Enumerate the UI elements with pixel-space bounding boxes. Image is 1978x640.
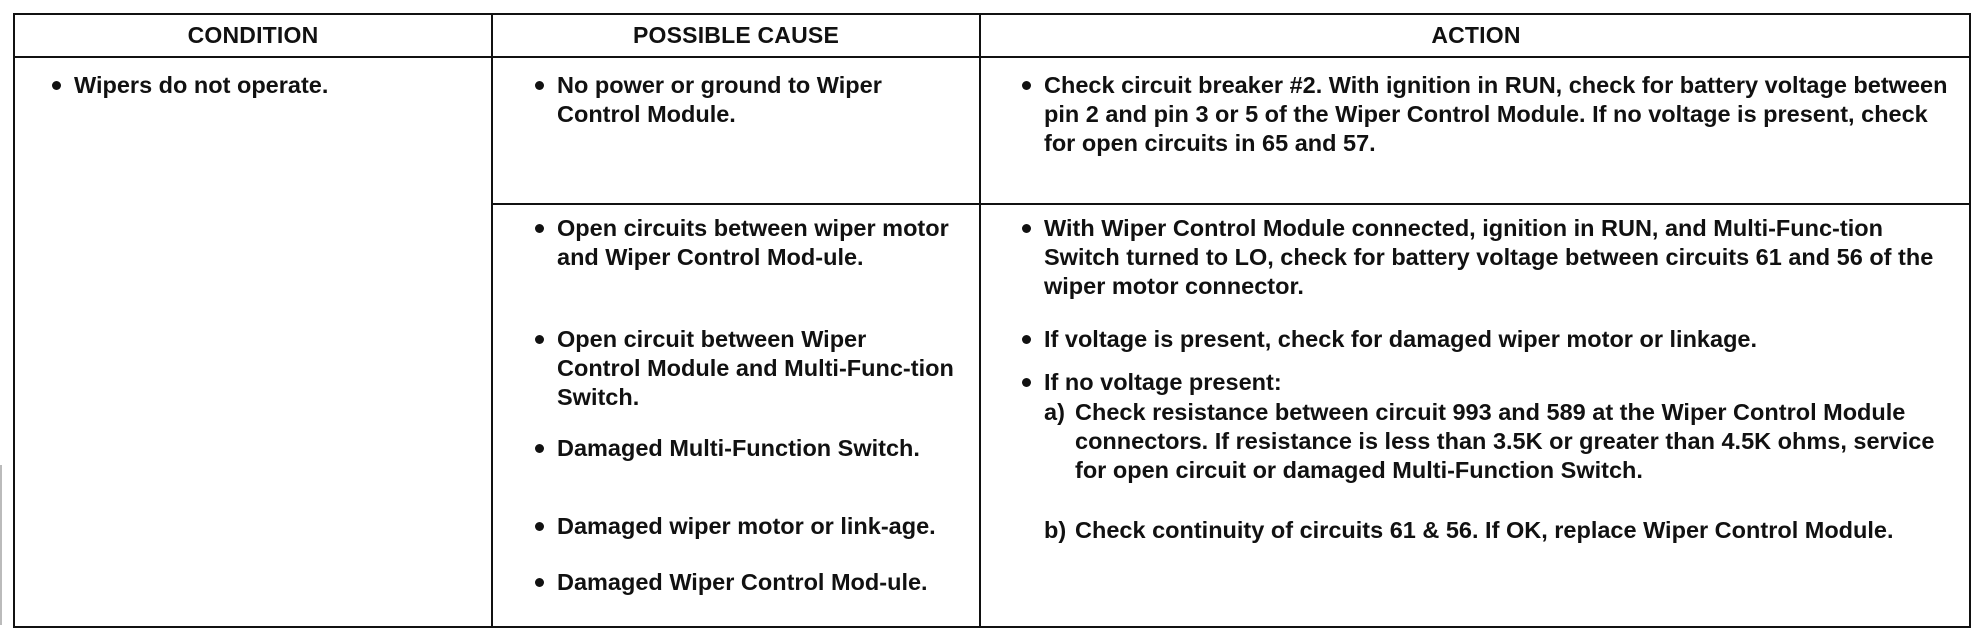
sub-action-text: Check continuity of circuits 61 & 56. If OK, replace Wiper Control Module. (1075, 517, 1894, 543)
sub-action-item (1044, 398, 1964, 485)
action-text: If no voltage present: (1044, 369, 1282, 395)
column-divider-1 (491, 13, 493, 628)
bullet-icon (1022, 81, 1031, 90)
header-condition: CONDITION (187, 22, 319, 48)
cause-item (535, 214, 955, 272)
bullet-icon (52, 81, 61, 90)
cause-text: Damaged Wiper Control Mod-ule. (557, 569, 928, 595)
cause-text: Open circuit between Wiper Control Module and Multi-Func-tion Switch. (557, 326, 954, 410)
bullet-icon (1022, 378, 1031, 387)
condition-item (52, 71, 472, 100)
column-divider-2 (979, 13, 981, 628)
condition-text: Wipers do not operate. (74, 72, 329, 98)
sub-action-item (1044, 516, 1964, 545)
cause-text: Damaged Multi-Function Switch. (557, 435, 920, 461)
action-item (1022, 214, 1962, 301)
row-divider (492, 203, 1971, 205)
bullet-icon (1022, 224, 1031, 233)
cause-text: Damaged wiper motor or link-age. (557, 513, 936, 539)
bullet-icon (535, 224, 544, 233)
header-possible-cause: POSSIBLE CAUSE (632, 22, 839, 48)
bullet-icon (535, 444, 544, 453)
header-action: ACTION (1431, 22, 1521, 48)
bullet-icon (535, 578, 544, 587)
cause-text: No power or ground to Wiper Control Module. (557, 72, 882, 127)
cause-item (535, 434, 955, 463)
cause-item (535, 512, 955, 541)
cause-item (535, 71, 955, 129)
bullet-icon (535, 522, 544, 531)
header-divider (13, 56, 1971, 58)
sub-action-text: Check resistance between circuit 993 and 589 at the Wiper Control Module connectors. If resistance is less than 3.5K or greater than 4.5K ohms, service for open circuit or damaged Multi-Function Switch. (1075, 399, 1935, 483)
bullet-icon (1022, 335, 1031, 344)
bullet-icon (535, 81, 544, 90)
cause-item (535, 568, 955, 597)
action-item (1022, 325, 1962, 354)
action-text: Check circuit breaker #2. With ignition in RUN, check for battery voltage between pin 2 and pin 3 or 5 of the Wiper Control Module. If no voltage is present, check for open circuits in 65 and 57. (1044, 72, 1948, 156)
action-item (1022, 368, 1962, 397)
cause-item (535, 325, 955, 412)
cause-text: Open circuits between wiper motor and Wiper Control Mod-ule. (557, 215, 949, 270)
scan-artifact (0, 465, 2, 625)
sub-action-label: a) (1044, 399, 1065, 425)
action-text: If voltage is present, check for damaged wiper motor or linkage. (1044, 326, 1758, 352)
action-item (1022, 71, 1962, 158)
sub-action-label: b) (1044, 517, 1067, 543)
bullet-icon (535, 335, 544, 344)
action-text: With Wiper Control Module connected, ignition in RUN, and Multi-Func-tion Switch turned to LO, check for battery voltage between circuits 61 and 56 of the wiper motor connector. (1044, 215, 1934, 299)
